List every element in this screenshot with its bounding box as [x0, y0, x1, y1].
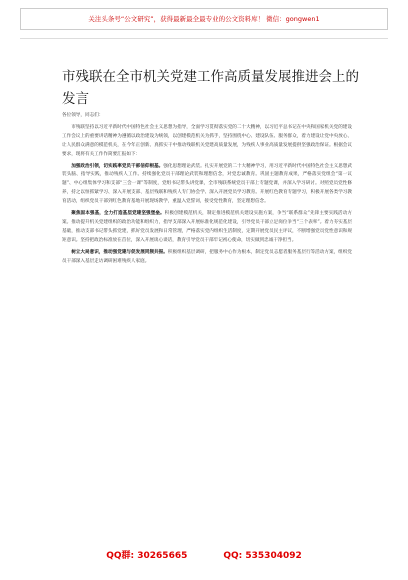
- salutation: 各位领导，同志们：: [62, 113, 104, 118]
- document-title: 市残联在全市机关党建工作高质量发展推进会上的发言: [62, 69, 359, 107]
- promo-banner-text: 关注头条号“公文研究”，获得最新最全最专业的公文资料库！ 微信：gongwen1: [88, 15, 320, 23]
- promo-banner: [20, 8, 388, 30]
- paragraph-section-2: [62, 210, 352, 246]
- section-heading: 树立大局意识，推动强党建与促发展同频共振。: [71, 249, 168, 255]
- paragraph-text: 积极创建模范机关，制定推进模范机关建设实施方案，争当“联系群众”先锋主要实践活动方案。推动提升机关党建组织的政治功能和组织力，指导支部深入开展标准化规范化建设，引导党员干部立足岗位争当“三个表率”。着力夯实基层基础，推动支部书记带头抓党建，抓好党员发展和日常管理，严格落实党内组织生活制度，定期开展党员民主评议，不断增强党员党性意识和规矩意识。坚持把政治标准放在首位，深入开展谈心谈话，教育引导党员干部牢记初心使命，切实做到忠诚干净担当。: [62, 211, 352, 243]
- paragraph-text: 强化思想理论武装。扎实开展党的二十大精神学习，用习近平新时代中国特色社会主义思想武装头脑、指导实践，推动残疾人工作。持续强化党员干部理论武装和理想信念，对党忠诚教育。巩固主题教育成果，严格落实党组会“第一议题”、中心组集体学习和支部“三会一课”等制度，党组书记带头讲党课，全市残联系统党员干部上专题党课，并深入学习研讨。对照党员党性修养，持之以恒抓紧学习、深入开展支部、基层残联和残疾人专门协会学、深入开展党员学习教育。开展红色教育专题学习，积极开展各类学习教育活动，组织党员干部到红色教育基地开展现场教学，重温入党誓词，接受党性教育，坚定理想信念。: [62, 163, 352, 205]
- paragraph-section-1: [62, 163, 352, 208]
- section-heading: 加强政治引领，切实践率党员干部信仰根基。: [71, 163, 164, 169]
- paragraph-text: 市残联坚持以习近平新时代中国特色社会主义思想为指导，全面学习贯彻落实党的二十大精神，以习近平总书记在中央和国家机关党的建设工作会议上的重要讲话精神为遵循以政治建设为统领，以创建模范机关为抓手，坚持围绕中心、建设队伍、服务群众，着力建设让党中央放心、让人民群众满意的模范机关，在今年正创新、真抓实干中推动残联机关党建高质量发展，为残疾人事业高质量发展提供坚强政治保证。根据会议要求，现将有关工作作简要汇报如下：: [62, 124, 352, 157]
- header-divider: [20, 38, 388, 39]
- contact-footer: [0, 548, 408, 561]
- document-body: [62, 112, 352, 270]
- paragraph-intro: [62, 124, 352, 160]
- qq-number-text: QQ: 535304092: [223, 551, 302, 561]
- section-heading: 聚焦固本强基，全力打造基层党建坚强堡垒。: [71, 211, 165, 217]
- paragraph-text: 积极组织基层调研，把服务中心作为根本，制定党员志愿者服务基层行等活动方案，组织党员干部深入基层走访调研困难残疾人家庭。: [62, 249, 352, 264]
- paragraph-section-3: [62, 249, 352, 267]
- qq-group-text: QQ群: 30265665: [106, 551, 188, 561]
